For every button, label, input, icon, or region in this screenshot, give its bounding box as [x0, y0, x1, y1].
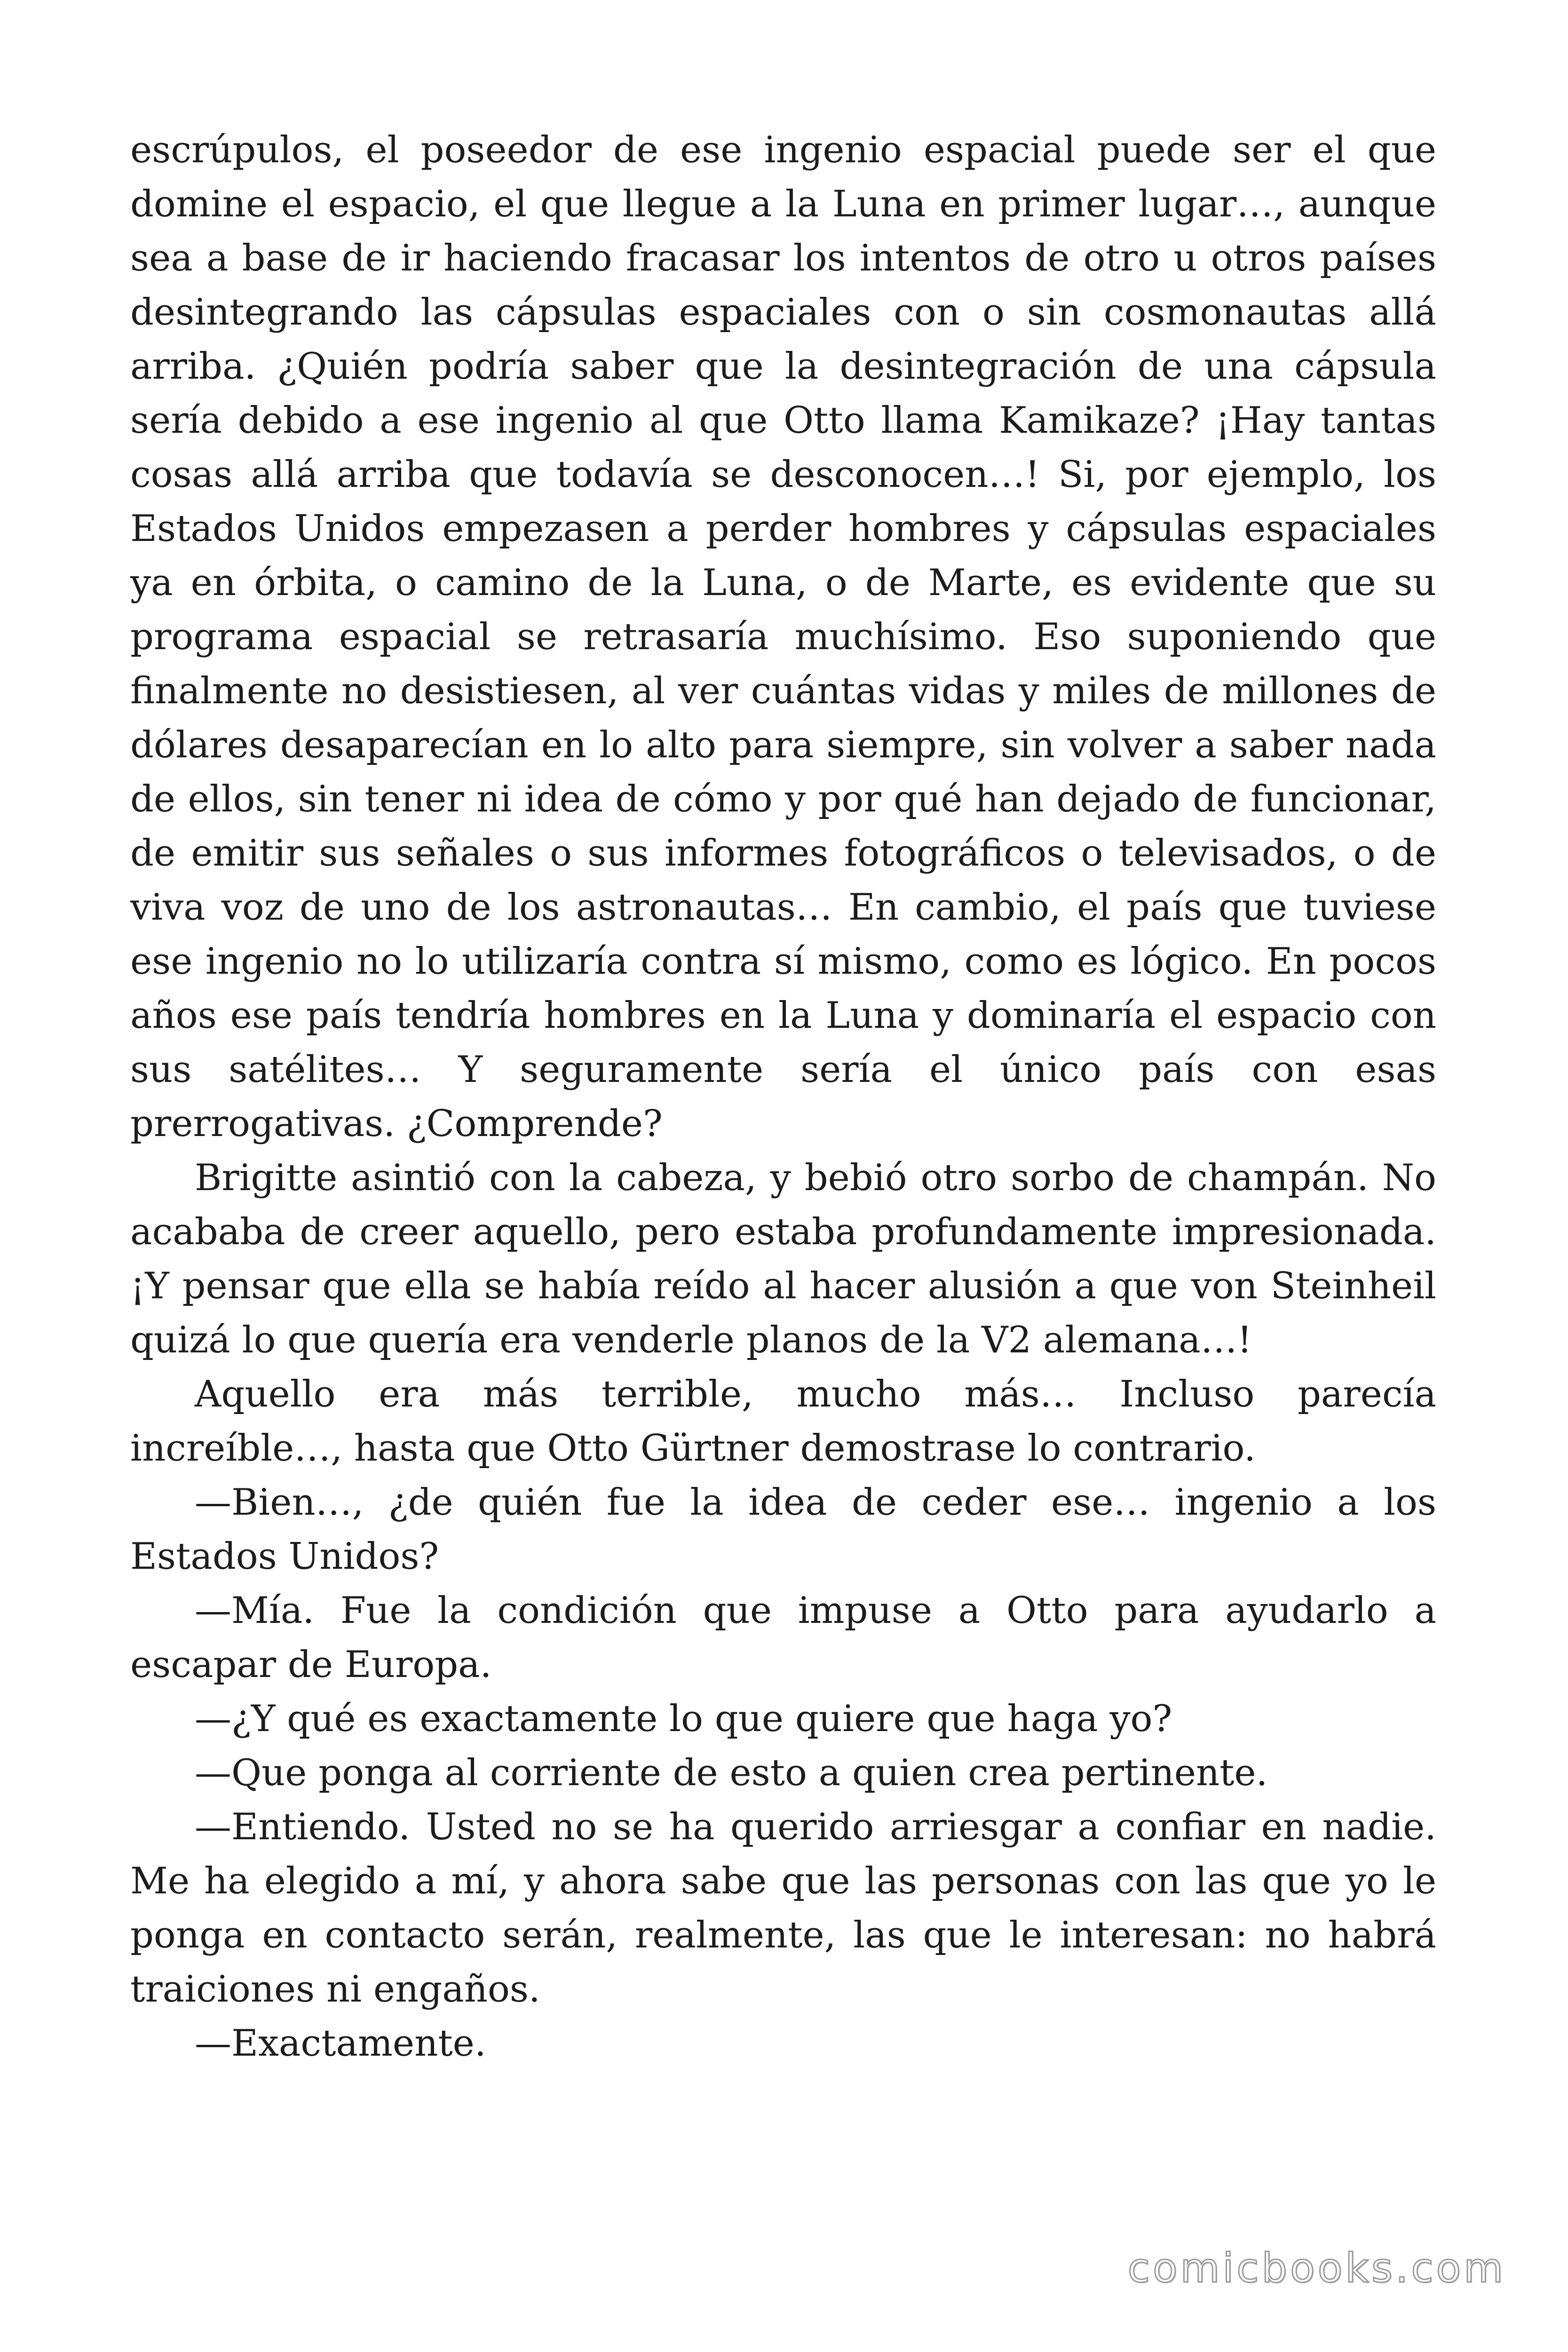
dialogue-line-4: —Que ponga al corriente de esto a quien crea pertinente.	[195, 1752, 1268, 1794]
dialogue-line-5: —Entiendo. Usted no se ha querido arriesgar a confiar en nadie. Me ha elegido a mí, y ahora sabe que las personas con las que yo le ponga en contacto serán, realmente, las que le interesan: no habrá traiciones ni engaños.	[130, 1806, 1436, 2010]
paragraph-2: Brigitte asintió con la cabeza, y bebió otro sorbo de champán. No acababa de creer aquello, pero estaba profundamente impresionada. ¡Y pensar que ella se había reído al hacer alusión a que von Steinheil quizá lo que quería era venderle planos de la V2 alemana…!	[130, 1157, 1436, 1361]
paragraph-3: Aquello era más terrible, mucho más… Incluso parecía increíble…, hasta que Otto Gürtner demostrase lo contrario.	[130, 1373, 1436, 1470]
paragraph-1: escrúpulos, el poseedor de ese ingenio espacial puede ser el que domine el espacio, el que llegue a la Luna en primer lugar…, aunque sea a base de ir haciendo fracasar los intentos de otro u otros países desintegrando las cápsulas espaciales con o sin cosmonautas allá arriba. ¿Quién podría saber que la desintegración de una cápsula sería debido a ese ingenio al que Otto llama Kamikaze? ¡Hay tantas cosas allá arriba que todavía se desconocen…! Si, por ejemplo, los Estados Unidos empezasen a perder hombres y cápsulas espaciales ya en órbita, o camino de la Luna, o de Marte, es evidente que su programa espacial se retrasaría muchísimo. Eso suponiendo que finalmente no desistiesen, al ver cuántas vidas y miles de millones de dólares desaparecían en lo alto para siempre, sin volver a saber nada de ellos, sin tener ni idea de cómo y por qué han dejado de funcionar, de emitir sus señales o sus informes fotográficos o televisados, o de viva voz de uno de los astronautas… En cambio, el país que tuviese ese ingenio no lo utilizaría contra sí mismo, como es lógico. En pocos años ese país tendría hombres en la Luna y dominaría el espacio con sus satélites… Y seguramente sería el único país con esas prerrogativas. ¿Comprende?	[130, 129, 1436, 1145]
dialogue-line-1: —Bien…, ¿de quién fue la idea de ceder ese… ingenio a los Estados Unidos?	[130, 1481, 1436, 1578]
dialogue-line-6: —Exactamente.	[195, 2022, 486, 2065]
watermark: comicbooks.com	[1127, 2245, 1506, 2292]
page-body	[130, 123, 1436, 2071]
dialogue-line-3: —¿Y qué es exactamente lo que quiere que haga yo?	[195, 1698, 1172, 1740]
dialogue-line-2: —Mía. Fue la condición que impuse a Otto para ayudarlo a escapar de Europa.	[130, 1589, 1436, 1686]
